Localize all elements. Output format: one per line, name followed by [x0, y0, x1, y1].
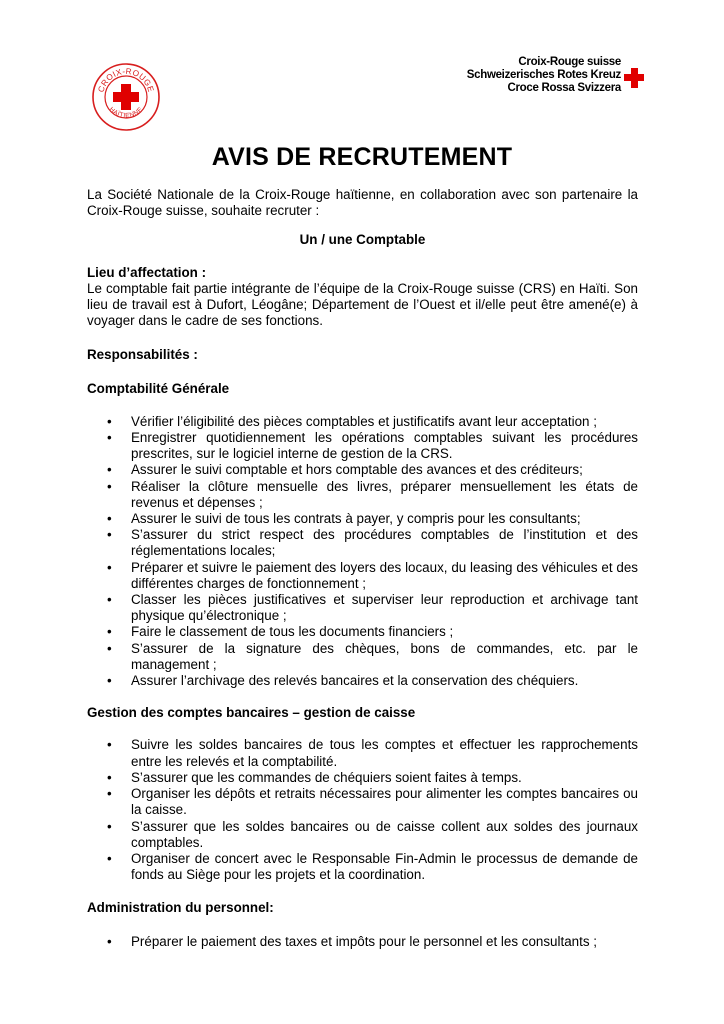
position-title: Un / une Comptable — [299, 232, 426, 248]
list-item: • Enregistrer quotidiennement les opérations comptables suivant les procédures prescrites, sur le logiciel interne de gestion de la CRS. — [87, 430, 638, 462]
section-heading-administration: Administration du personnel: — [87, 900, 274, 916]
document-body — [87, 187, 638, 950]
list-item: • Organiser de concert avec le Responsable Fin-Admin le processus de demande de fonds au Siège pour les projets et la coordination. — [87, 851, 638, 883]
crs-name-de: Schweizerisches Rotes Kreuz — [466, 69, 621, 81]
responsabilites-heading: Responsabilités : — [87, 347, 198, 363]
crs-name-fr: Croix-Rouge suisse — [518, 56, 621, 68]
section-heading-comptabilite: Comptabilité Générale — [87, 380, 230, 396]
list-administration — [87, 934, 638, 950]
logo-left-text-bottom: HAÏTIENNE — [107, 105, 145, 120]
crh-emblem-icon — [91, 62, 161, 132]
list-item: • Assurer l’archivage des relevés bancaires et la conservation des chéquiers. — [87, 673, 638, 689]
list-item: • Suivre les soldes bancaires de tous les comptes et effectuer les rapprochements entre les relevés et la comptabilité. — [87, 737, 638, 769]
list-item: • Préparer et suivre le paiement des loyers des locaux, du leasing des véhicules et des différentes charges de fonctionnement ; — [87, 560, 638, 592]
crs-name-it: Croce Rossa Svizzera — [507, 82, 621, 94]
list-item: • S’assurer que les commandes de chéquiers soient faites à temps. — [87, 770, 638, 786]
list-item: • S’assurer que les soldes bancaires ou de caisse collent aux soldes des journaux comptables. — [87, 819, 638, 851]
list-item: • Vérifier l’éligibilité des pièces comptables et justificatifs avant leur acceptation ; — [87, 414, 638, 430]
list-item: • Faire le classement de tous les documents financiers ; — [87, 624, 638, 640]
list-item: • S’assurer du strict respect des procédures comptables de l’institution et des réglementations locales; — [87, 527, 638, 559]
red-cross-icon — [624, 68, 644, 88]
lieu-paragraph: Le comptable fait partie intégrante de l’équipe de la Croix-Rouge suisse (CRS) en Haïti. Son lieu de travail est à Dufort, Léogâne; Département de l’Ouest et il/elle peut être amené(e) à voyager dans le cadre de ses fonctions. — [87, 280, 638, 329]
intro-paragraph: La Société Nationale de la Croix-Rouge haïtienne, en collaboration avec son partenaire la Croix-Rouge suisse, souhaite recruter : — [87, 187, 638, 219]
list-item: • Organiser les dépôts et retraits nécessaires pour alimenter les comptes bancaires ou la caisse. — [87, 786, 638, 818]
list-item: • Préparer le paiement des taxes et impôts pour le personnel et les consultants ; — [87, 934, 638, 950]
lieu-heading: Lieu d’affectation : — [87, 264, 207, 280]
croix-rouge-suisse-logo — [467, 56, 644, 95]
list-gestion-comptes — [87, 737, 638, 883]
list-item: • Classer les pièces justificatives et superviser leur reproduction et archivage tant physique qu’électronique ; — [87, 592, 638, 624]
logo-left-text-top: CROIX-ROUGE — [96, 66, 156, 94]
section-heading-gestion-comptes: Gestion des comptes bancaires – gestion de caisse — [87, 705, 416, 721]
page-title: AVIS DE RECRUTEMENT — [211, 143, 513, 171]
list-comptabilite — [87, 414, 638, 689]
list-item: • Assurer le suivi de tous les contrats à payer, y compris pour les consultants; — [87, 511, 638, 527]
croix-rouge-haitienne-logo — [91, 62, 161, 132]
crs-name-block — [467, 56, 621, 95]
list-item: • S’assurer de la signature des chèques, bons de commandes, etc. par le management ; — [87, 641, 638, 673]
list-item: • Réaliser la clôture mensuelle des livres, préparer mensuellement les états de revenus et dépenses ; — [87, 479, 638, 511]
list-item: • Assurer le suivi comptable et hors comptable des avances et des créditeurs; — [87, 462, 638, 478]
